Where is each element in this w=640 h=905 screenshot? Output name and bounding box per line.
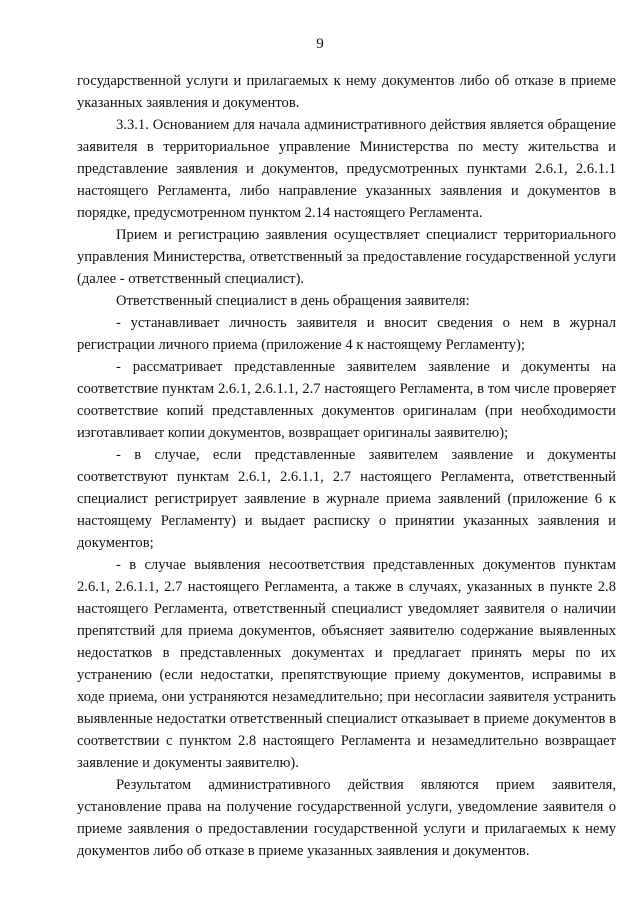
paragraph-specialist-duties-intro: Ответственный специалист в день обращения заявителя:	[116, 293, 470, 309]
paragraph-reception-registration: Прием и регистрацию заявления осуществляет специалист территориального управления Министерства, ответственный за предоставление государственной услуги (далее - ответственный специалист).	[77, 227, 616, 287]
paragraph-duty-deficiencies: - в случае выявления несоответствия представленных документов пунктам 2.6.1, 2.6.1.1, 2.7 настоящего Регламента, а также в случаях, указанных в пункте 2.8 настоящего Регламента, ответственный специалист уведомляет заявителя о наличии препятствий для приема документов, объясняет заявителю содержание выявленных недостатков в представленных документах и предлагает принять меры по их устранению (если недостатки, препятствующие приему документов, исправимы в ходе приема, они устраняются незамедлительно; при несогласии заявителя устранить выявленные недостатки ответственный специалист отказывает в приеме документов в соответствии с пунктом 2.8 настоящего Регламента и незамедлительно возвращает заявление и документы заявителю).	[77, 557, 616, 771]
paragraph-3-3-1: 3.3.1. Основанием для начала административного действия является обращение заявителя в территориальное управление Министерства по месту жительства и представление заявления и документов, предусмотренных пунктами 2.6.1, 2.6.1.1 настоящего Регламента, либо направление указанных заявления и документов в порядке, предусмотренном пунктом 2.14 настоящего Регламента.	[77, 117, 616, 221]
document-body	[77, 70, 616, 862]
paragraph-result: Результатом административного действия являются прием заявителя, установление права на получение государственной услуги, уведомление заявителя о приеме заявления о предоставлении государственной услуги и прилагаемых к нему документов либо об отказе в приеме указанных заявления и документов.	[77, 777, 616, 859]
paragraph-duty-identify: - устанавливает личность заявителя и вносит сведения о нем в журнал регистрации личного приема (приложение 4 к настоящему Регламенту);	[77, 315, 616, 353]
paragraph-continuation: государственной услуги и прилагаемых к нему документов либо об отказе в приеме указанных заявления и документов.	[77, 73, 616, 111]
page-number: 9	[316, 36, 324, 52]
paragraph-duty-review: - рассматривает представленные заявителем заявление и документы на соответствие пунктам 2.6.1, 2.6.1.1, 2.7 настоящего Регламента, в том числе проверяет соответствие копий представленных документов оригиналам (при необходимости изготавливает копии документов, возвращает оригиналы заявителю);	[77, 359, 616, 441]
paragraph-duty-register: - в случае, если представленные заявителем заявление и документы соответствуют пунктам 2.6.1, 2.6.1.1, 2.7 настоящего Регламента, ответственный специалист регистрирует заявление в журнале приема заявлений (приложение 6 к настоящему Регламенту) и выдает расписку о принятии указанных заявления и документов;	[77, 447, 616, 551]
